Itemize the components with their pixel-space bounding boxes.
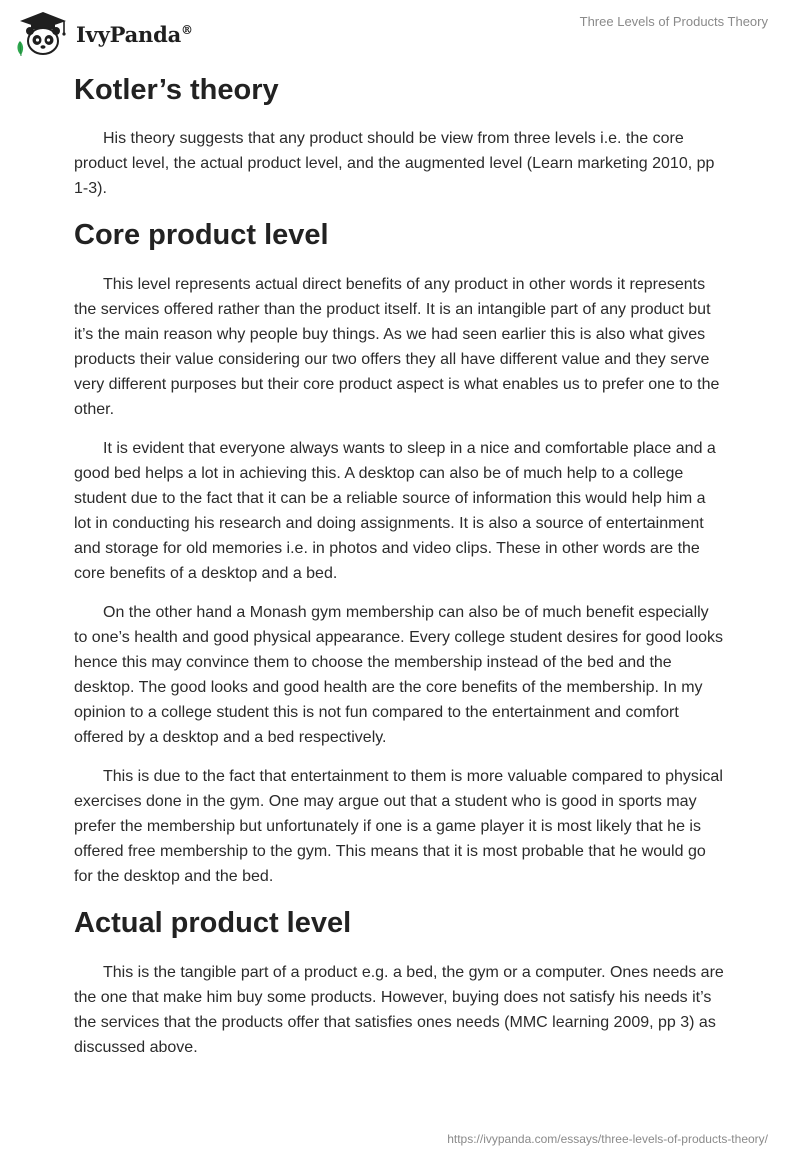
- panda-graduate-icon: [14, 9, 72, 59]
- document-title: Three Levels of Products Theory: [579, 14, 768, 29]
- paragraph: This is the tangible part of a product e.g. a bed, the gym or a computer. Ones needs are the one that make him buy some products. However, buying does not satisfy his needs it’s the services that the products offer that satisfies ones needs (MMC learning 2009, pp 3) as discussed above.: [74, 964, 724, 1056]
- paragraph: This level represents actual direct benefits of any product in other words it represents the services offered rather than the product itself. It is an intangible part of any product but it’s the main reason why people buy things. As we had seen earlier this is also what gives products their value considering our two offers they all have different value and they serve very different purposes but their core product aspect is what enables us to prefer one to the other.: [74, 276, 720, 418]
- ivypanda-logo[interactable]: [14, 8, 214, 60]
- logo-wordmark: IvyPanda®: [76, 21, 193, 47]
- paragraph: On the other hand a Monash gym membership can also be of much benefit especially to one’s health and good physical appearance. Every college student desires for good looks hence this may convince them to choose the membership instead of the bed and the desktop. The good looks and good health are the core benefits of the membership. In my opinion to a college student this is not fun compared to the entertainment and comfort offered by a desktop and a bed respectively.: [74, 604, 724, 746]
- section-heading: Kotler’s theory: [74, 74, 279, 106]
- page-header: [0, 0, 800, 64]
- section-heading: Core product level: [74, 219, 329, 251]
- paragraph: It is evident that everyone always wants to sleep in a nice and comfortable place and a good bed helps a lot in achieving this. A desktop can also be of much help to a college student due to the fact that it can be a reliable source of information this would help him a lot in conducting his research and doing assignments. It is also a source of entertainment and storage for old memories i.e. in photos and video clips. These in other words are the core benefits of a desktop and a bed.: [74, 440, 716, 582]
- essay-content: [74, 70, 724, 1074]
- paragraph: His theory suggests that any product should be view from three levels i.e. the core product level, the actual product level, and the augmented level (Learn marketing 2010, pp 1-3).: [74, 130, 715, 197]
- paragraph: This is due to the fact that entertainment to them is more valuable compared to physical exercises done in the gym. One may argue out that a student who is good in sports may prefer the membership but unfortunately if one is a game player it is most likely that he is offered free membership to the gym. This means that it is most probable that he would go for the desktop and the bed.: [74, 768, 723, 885]
- source-url-link[interactable]: https://ivypanda.com/essays/three-levels-of-products-theory/: [447, 1132, 768, 1146]
- section-heading: Actual product level: [74, 907, 352, 939]
